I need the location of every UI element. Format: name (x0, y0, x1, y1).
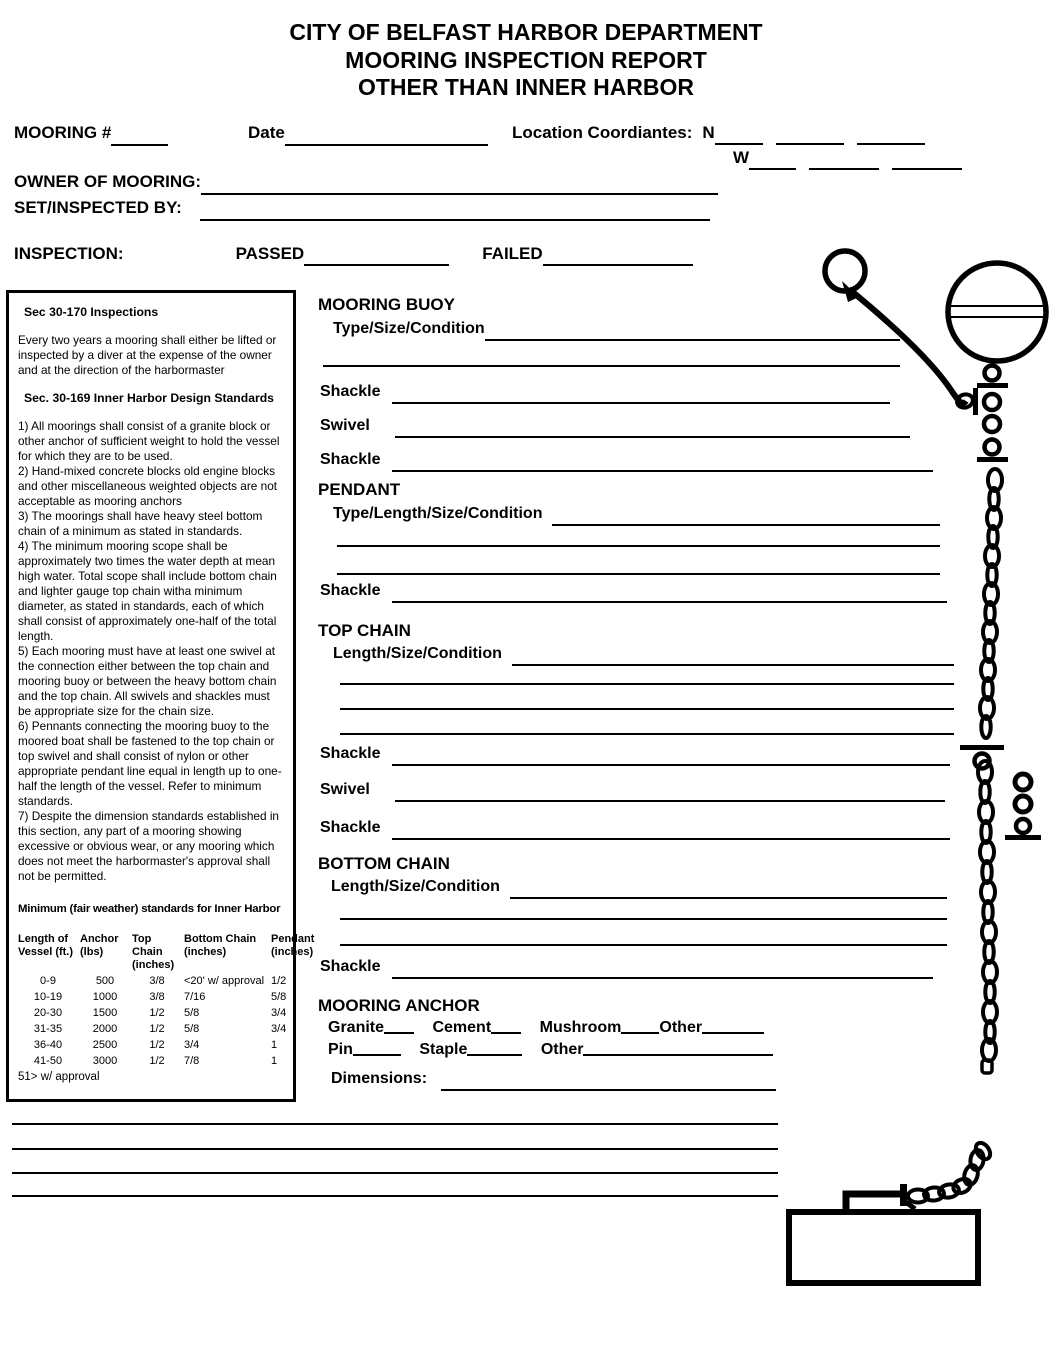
anchor-block-drawing (789, 1212, 978, 1283)
table-footer-note: 51> w/ approval (18, 1071, 100, 1083)
west-field-3[interactable] (892, 155, 962, 170)
section-heading-bottom-chain: BOTTOM CHAIN (318, 854, 450, 873)
inner-harbor-standards-table: Length of Vessel (ft.) Anchor (lbs) Top Chain (inches) Bottom Chain (inches) Pendant (inches) 0-9 500 3/8 <20' w/ approval 1/2 10-19 1000 3/8 7/16 5/8 20-30 1500 1/2 5/8 3/4 31-35 2000 1/2 5/8 3/4 36-40 2500 1/2 3/4 1 41-50 3000 1/2 7/8 1 (18, 932, 315, 1067)
top-chain-extra-field-1[interactable] (340, 666, 954, 685)
buoy-shackle-label: Shackle (320, 383, 381, 400)
location-coordinates-label: Location Coordiantes: (512, 123, 693, 142)
pendant-type-field[interactable] (552, 506, 940, 526)
staple-drawing (846, 1184, 915, 1214)
set-inspected-label: SET/INSPECTED BY: (14, 198, 182, 217)
standards-item-2: 2) Hand-mixed concrete blocks old engine blocks and other miscellaneous weighted objects are not acceptable as mooring anchors (18, 464, 278, 508)
buoy-type-extra-field[interactable] (323, 348, 900, 367)
pendant-extra-field-2[interactable] (337, 556, 940, 575)
swivel-detail-drawing (1005, 774, 1041, 840)
pickup-buoy-drawing (825, 251, 865, 291)
top-chain-shackle-field[interactable] (392, 746, 950, 766)
mooring-buoy-drawing (948, 263, 1046, 361)
sec-30-170-body: Every two years a mooring shall either be lifted or inspected by a diver at the expense of the owner and at the direction of the harbormaster (18, 333, 277, 377)
date-label: Date (248, 123, 285, 142)
buoy-type-field[interactable] (485, 321, 900, 341)
section-heading-pendant: PENDANT (318, 480, 401, 499)
buoy-type-label: Type/Size/Condition (333, 320, 485, 337)
granite-checkbox-field[interactable] (384, 1019, 414, 1034)
buoy-swivel-label: Swivel (320, 417, 370, 434)
dimensions-field[interactable] (441, 1071, 776, 1091)
top-chain-shackle2-field[interactable] (392, 820, 950, 840)
pendant-shackle-label: Shackle (320, 582, 381, 599)
standards-item-1: 1) All moorings shall consist of a granite block or other anchor of sufficient weight to hold the vessel for which they are to be used. (18, 419, 280, 463)
buoy-swivel-drawing (984, 394, 1000, 432)
top-chain-drawing (980, 469, 1002, 738)
buoy-shackle2-field[interactable] (392, 452, 933, 472)
mushroom-label: Mushroom (539, 1019, 622, 1036)
col-header-anchor: Anchor (lbs) (80, 932, 119, 958)
sec-30-170-title: Sec 30-170 Inspections (24, 305, 159, 319)
pendant-type-label: Type/Length/Size/Condition (333, 505, 543, 522)
passed-label: PASSED (235, 244, 305, 263)
bottom-chain-shackle-field[interactable] (392, 959, 933, 979)
anchor-other1-label: Other (659, 1019, 703, 1036)
notes-field-3[interactable] (12, 1155, 778, 1174)
mushroom-checkbox-field[interactable] (621, 1019, 659, 1034)
top-chain-extra-field-3[interactable] (340, 716, 954, 735)
notes-field-1[interactable] (12, 1106, 778, 1125)
bottom-chain-length-label: Length/Size/Condition (331, 878, 500, 895)
owner-field[interactable] (201, 175, 718, 195)
pin-checkbox-field[interactable] (353, 1041, 401, 1056)
west-field-1[interactable] (749, 155, 796, 170)
page-title-line1: CITY OF BELFAST HARBOR DEPARTMENT (289, 19, 763, 45)
top-chain-length-label: Length/Size/Condition (333, 645, 502, 662)
buoy-shackle2-drawing (977, 440, 1008, 463)
page-title-line3: OTHER THAN INNER HARBOR (357, 74, 695, 100)
col-header-bottom-chain: Bottom Chain (inches) (184, 932, 257, 958)
standards-item-6: 6) Pennants connecting the mooring buoy to the moored boat shall be fastened to the top chain or top swivel and shall consist of nylon or other appropriate pendant line equal in length up to one-half the length of the vessel. Refer to minimum standards. (18, 719, 282, 808)
col-header-pendant: Pendant (inches) (271, 932, 315, 958)
granite-label: Granite (328, 1019, 385, 1036)
section-heading-mooring-anchor: MOORING ANCHOR (318, 996, 480, 1015)
bottom-chain-drawing (978, 761, 997, 1073)
inspection-label: INSPECTION: (14, 244, 124, 263)
passed-field[interactable] (304, 251, 449, 266)
west-field-2[interactable] (809, 155, 879, 170)
section-heading-mooring-buoy: MOORING BUOY (318, 295, 455, 314)
anchor-other2-label: Other (540, 1041, 584, 1058)
section-heading-top-chain: TOP CHAIN (318, 621, 411, 640)
failed-field[interactable] (543, 251, 693, 266)
cement-checkbox-field[interactable] (491, 1019, 521, 1034)
standards-item-4: 4) The minimum mooring scope shall be approximately two times the water depth at mean high water. Total scope shall include bottom chain and lighter gauge top chain witha minimum diameter, as stated in standards, each of which shall consist of approximately one-half of the total length. (18, 539, 277, 643)
west-label: W (733, 148, 750, 167)
col-header-vessel: Length of Vessel (ft.) (18, 932, 74, 958)
staple-checkbox-field[interactable] (467, 1041, 522, 1056)
bottom-chain-length-field[interactable] (510, 879, 947, 899)
mooring-number-field[interactable] (111, 126, 168, 146)
page-title-line2: MOORING INSPECTION REPORT (345, 47, 707, 73)
col-header-top-chain: Top Chain (inches) (132, 932, 175, 971)
pin-label: Pin (328, 1041, 353, 1058)
date-field[interactable] (285, 126, 488, 146)
bottom-chain-extra-field-2[interactable] (340, 927, 947, 946)
set-inspected-field[interactable] (200, 201, 710, 221)
design-standards-list (18, 419, 284, 884)
failed-label: FAILED (482, 244, 543, 263)
staple-label: Staple (419, 1041, 468, 1058)
pendant-extra-field-1[interactable] (337, 528, 940, 547)
top-chain-length-field[interactable] (512, 646, 954, 666)
north-field-1[interactable] (715, 130, 763, 145)
bottom-chain-shackle-label: Shackle (320, 958, 381, 975)
mid-shackle-drawing (960, 745, 1004, 769)
buoy-shackle-drawing (977, 366, 1008, 389)
top-chain-swivel-label: Swivel (320, 781, 370, 798)
buoy-shackle-field[interactable] (392, 384, 890, 404)
buoy-shackle2-label: Shackle (320, 451, 381, 468)
top-chain-shackle2-label: Shackle (320, 819, 381, 836)
standards-item-5: 5) Each mooring must have at least one swivel at the connection either between the top chain and mooring buoy or between the heavy bottom chain and the top chain. All swivels and shackles must be appropriate size for the chain size. (18, 644, 277, 718)
north-field-3[interactable] (857, 130, 925, 145)
notes-field-4[interactable] (12, 1178, 778, 1197)
anchor-other1-field[interactable] (702, 1019, 764, 1034)
top-chain-swivel-field[interactable] (395, 782, 945, 802)
mooring-number-label: MOORING # (14, 123, 112, 142)
chain-to-anchor-drawing (908, 1140, 993, 1202)
top-chain-extra-field-2[interactable] (340, 691, 954, 710)
standards-item-7: 7) Despite the dimension standards established in this section, any part of a mooring showing excessive or obvious wear, or any mooring which does not meet the harbormaster's approval shall not be permitted. (18, 809, 279, 883)
dimensions-label: Dimensions: (331, 1070, 428, 1087)
buoy-swivel-field[interactable] (395, 418, 910, 438)
notes-field-2[interactable] (12, 1131, 778, 1150)
owner-label: OWNER OF MOORING: (14, 172, 201, 191)
standards-item-3: 3) The moorings shall have heavy steel bottom chain of a minimum as stated in standards. (18, 509, 263, 538)
standards-table-title: Minimum (fair weather) standards for Inner Harbor (18, 903, 281, 915)
cement-label: Cement (432, 1019, 492, 1036)
regulations-panel (6, 290, 315, 1102)
pendant-shackle-field[interactable] (392, 583, 947, 603)
north-label: N (702, 123, 715, 142)
north-field-2[interactable] (776, 130, 844, 145)
top-chain-shackle-label: Shackle (320, 745, 381, 762)
bottom-chain-extra-field-1[interactable] (340, 901, 947, 920)
sec-30-169-title: Sec. 30-169 Inner Harbor Design Standards (24, 391, 274, 405)
anchor-other2-field[interactable] (583, 1041, 773, 1056)
